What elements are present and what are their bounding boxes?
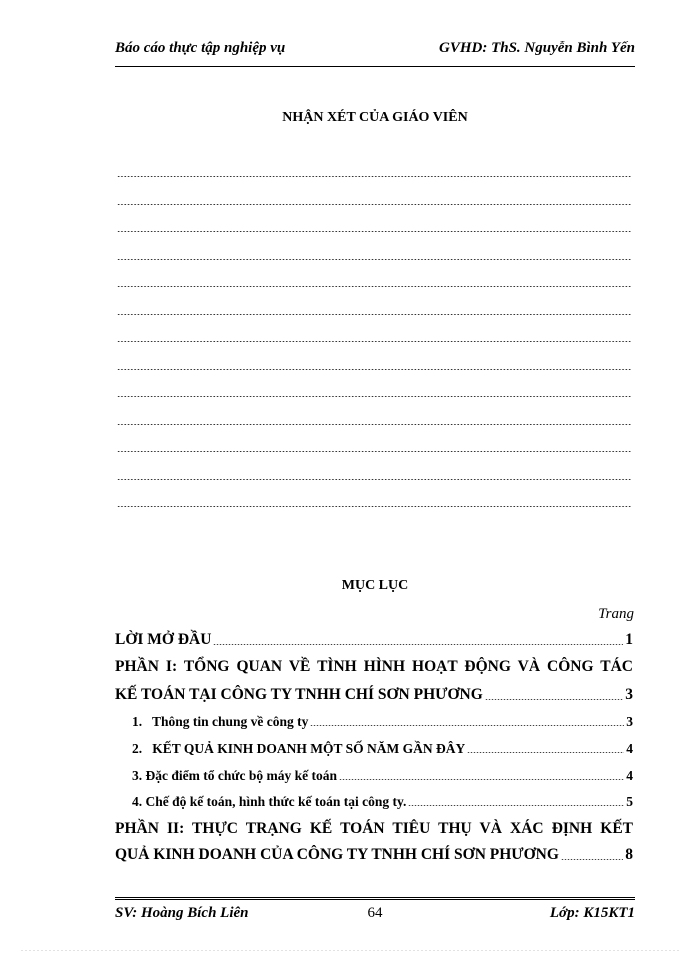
toc-entry-1[interactable] <box>132 714 633 730</box>
page-header <box>115 40 635 66</box>
comment-line <box>117 341 631 342</box>
comment-line <box>117 451 631 452</box>
toc-entry-part2-line2[interactable] <box>115 846 633 864</box>
toc-entry-page: 8 <box>625 846 633 863</box>
header-supervisor: GVHD: ThS. Nguyễn Bình Yến <box>438 40 635 56</box>
header-report-title: Báo cáo thực tập nghiệp vụ <box>115 40 286 56</box>
comment-line <box>117 396 631 397</box>
toc-entry-4[interactable] <box>132 794 633 810</box>
comment-line <box>117 424 631 425</box>
page-footer <box>115 905 635 929</box>
toc-entry-page: 4 <box>626 741 633 756</box>
toc-leader <box>467 752 624 753</box>
toc-entry-part1-line2[interactable] <box>115 686 633 704</box>
toc-page-label: Trang <box>598 606 634 622</box>
toc-entry-text: 3. Đặc điểm tổ chức bộ máy kế toán <box>132 768 337 783</box>
comment-line <box>117 259 631 260</box>
toc-leader <box>561 859 623 860</box>
footer-student: SV: Hoàng Bích Liên <box>115 905 249 921</box>
toc-leader <box>213 644 623 645</box>
toc-entry-intro[interactable] <box>115 631 633 649</box>
toc-entry-page: 1 <box>625 631 633 648</box>
toc-entry-3[interactable] <box>132 768 633 784</box>
comment-line <box>117 314 631 315</box>
toc-entry-text: LỜI MỞ ĐẦU <box>115 631 212 648</box>
comment-line <box>117 176 631 177</box>
footer-page-number: 64 <box>367 905 383 921</box>
footer-rule <box>115 897 635 900</box>
toc-entry-text: PHẦN II: THỰC TRẠNG KẾ TOÁN TIÊU THỤ VÀ XÁC ĐỊNH KẾT <box>115 820 633 837</box>
toc-leader <box>485 699 623 700</box>
toc-entry-text: QUẢ KINH DOANH CỦA CÔNG TY TNHH CHÍ SƠN PHƯƠNG <box>115 846 559 863</box>
toc-entry-2[interactable] <box>132 741 633 757</box>
toc-leader <box>310 725 624 726</box>
comment-line <box>117 479 631 480</box>
toc-entry-page: 3 <box>625 686 633 703</box>
toc-entry-text: 2. KẾT QUẢ KINH DOANH MỘT SỐ NĂM GẦN ĐÂY <box>132 741 466 756</box>
page-boundary <box>20 950 680 951</box>
comment-line <box>117 369 631 370</box>
toc-entry-text: 1. Thông tin chung về công ty <box>132 714 309 729</box>
toc-entry-page: 3 <box>626 714 633 729</box>
toc-entry-text: 4. Chế độ kế toán, hình thức kế toán tại công ty. <box>132 794 407 809</box>
toc-entry-text: KẾ TOÁN TẠI CÔNG TY TNHH CHÍ SƠN PHƯƠNG <box>115 686 483 703</box>
comments-title: NHẬN XÉT CỦA GIÁO VIÊN <box>282 110 468 125</box>
toc-entry-page: 5 <box>626 794 633 809</box>
toc-leader <box>408 805 624 806</box>
header-rule <box>115 66 635 67</box>
footer-class: Lớp: K15KT1 <box>549 905 635 921</box>
comment-line <box>117 204 631 205</box>
toc-entry-page: 4 <box>626 768 633 783</box>
toc-entry-text: PHẦN I: TỔNG QUAN VỀ TÌNH HÌNH HOẠT ĐỘNG VÀ CÔNG TÁC <box>115 658 633 675</box>
comment-line <box>117 286 631 287</box>
comment-line <box>117 506 631 507</box>
toc-entry-part2-line1[interactable] <box>115 820 633 838</box>
toc-entry-part1-line1[interactable] <box>115 658 633 676</box>
comment-line <box>117 231 631 232</box>
toc-title: MỤC LỤC <box>341 578 409 593</box>
toc-leader <box>339 779 624 780</box>
